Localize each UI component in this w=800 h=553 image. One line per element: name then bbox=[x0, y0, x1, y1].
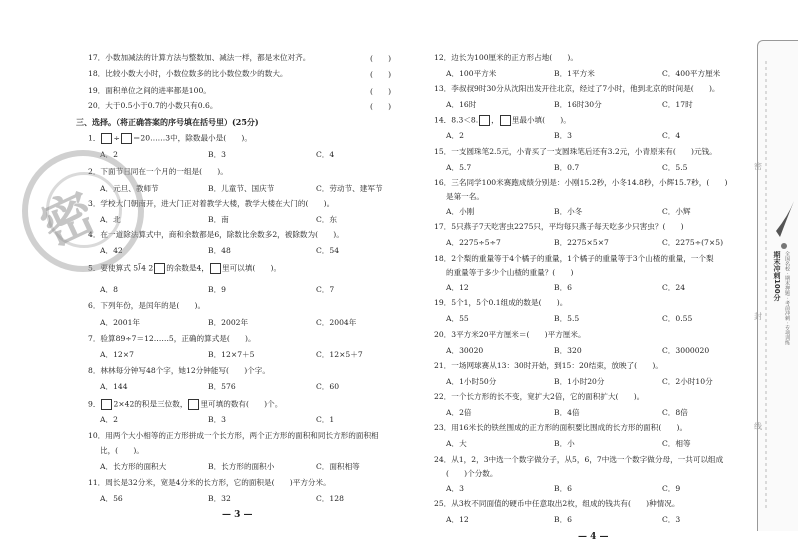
blank-box bbox=[101, 399, 112, 410]
section-title: 三、选择。（将正确答案的序号填在括号里）(25分) bbox=[76, 117, 259, 127]
s20-question: 20．3平方米20平方厘米＝( )平方厘米。 bbox=[434, 330, 586, 339]
blank-box bbox=[210, 263, 221, 274]
s25-question: 25．从3枚不同面值的硬币中任意取出2枚，组成的钱共有( )种情况。 bbox=[434, 499, 680, 508]
answer-paren: ( ) bbox=[370, 70, 392, 79]
s24-question-cont: ( )个分数。 bbox=[446, 469, 498, 478]
s22-question: 22．一个长方形的长不变，宽扩大2倍，它的面积扩大( )。 bbox=[434, 392, 645, 401]
blank-box bbox=[500, 115, 511, 126]
q18: 18．比较小数大小时，小数位数多的比小数位数少的数大。 bbox=[88, 69, 288, 78]
seal-mark-3: 线 bbox=[754, 422, 762, 431]
s4-question: 4．在一道除法算式中，商和余数都是6，除数比余数多2，被除数为( )。 bbox=[88, 230, 344, 239]
s2-question: 2．下面节日同在一个月的一组是( )。 bbox=[88, 167, 228, 176]
q17: 17．小数加减法的计算方法与整数加、减法一样，都是末位对齐。 bbox=[88, 53, 311, 62]
s21-question: 21．一场网球赛从13：30时开始，到15：20结束，放映了( )。 bbox=[434, 361, 663, 370]
blank-box bbox=[479, 115, 490, 126]
s11-question: 11．周长是32分米，宽是4分米的长方形，它的面积是( )平方分米。 bbox=[88, 478, 331, 487]
page-number: — 3 — bbox=[222, 510, 253, 520]
s16-question-cont: 是第一名。 bbox=[446, 192, 484, 201]
s1-question: 1． ÷ ＝20……3中，除数最小是( )。 bbox=[88, 133, 252, 143]
s8-question: 8．林林每分钟写48个字，她12分钟能写( )个字。 bbox=[88, 366, 270, 375]
answer-paren: ( ) bbox=[370, 102, 392, 111]
page-right: 12．边长为100厘米的正方形占地( )。 A．100平方米 B．1平方米 C．400平方厘米 13．李叔叔9时30分从沈阳出发开往北京，经过了7小时，他到北京的时间是( )。 A．16时 B．16时30分 C．17时 14．8.3＜8. ， 里最小填( )。 A．2 B．3 C．4 15．一支圆珠笔2.5元，小青买了一支圆珠笔后还有3.2元，小青原来有( )元钱。 A．5.7 B．0.7 C．5.5 16．三名同学100米赛跑成绩分别是：小刚15.2秒，小冬14.8秒，小辉15.7秒，( ) 是第一名。 A．小刚 B．小冬 C．小辉 17．5只燕子7天吃害虫2275只，平均每只燕子每天吃多少只害虫？( ) A．2275÷5÷7 B．2275×5×7 C．2275÷(7×5) 18．2个梨的重量等于4个橘子的重量，1个橘子的重量等于3个山楂的重量，一个梨 的重量等于多少个山楂的重量？( ) A．12 B．6 C．24 19．5个1，5个0.1组成的数是( )。 A．55 B．5.5 C．0.55 20．3平方米20平方厘米＝( )平方厘米。 A．30020 B．320 C．3000020 21．一场网球赛从13：30时开始，到15：20结束，放映了( )。 A．1小时50分 B．1小时20分 C．2小时10分 22．一个长方形的长不变，宽扩大2倍，它的面积扩大( )。 A．2倍 B．4倍 C．8倍 23．用16米长的铁丝围成的正方形的面积要比围成的长方形的面积( )。 A．大 B．小 C．相等 24．从1，2，3中选一个数字做分子，从5，6，7中选一个数字做分母，一共可以组成 ( )个分数。 A．3 B．6 C．9 25．从3枚不同面值的硬币中任意取出2枚，组成的钱共有( )种情况。 A．12 B．6 C．3 — 4 — bbox=[434, 53, 728, 542]
answer-paren: ( ) bbox=[370, 87, 392, 96]
page-number: — 4 — bbox=[578, 532, 609, 542]
s10-question-cont: 比，( )。 bbox=[100, 446, 144, 455]
blank-box bbox=[188, 399, 199, 410]
blank-box bbox=[101, 133, 112, 144]
s10-question: 10．用两个大小相等的正方形拼成一个长方形，两个正方形的面积和同长方形的面积相 bbox=[88, 431, 379, 440]
s19-question: 19．5个1，5个0.1组成的数是( )。 bbox=[434, 298, 568, 307]
logo-dot-icon bbox=[781, 243, 787, 249]
s13-question: 13．李叔叔9时30分从沈阳出发开往北京，经过了7小时，他到北京的时间是( )。 bbox=[434, 84, 720, 93]
blank-box bbox=[154, 263, 165, 274]
s18-question: 18．2个梨的重量等于4个橘子的重量，1个橘子的重量等于3个山楂的重量，一个梨 bbox=[434, 254, 714, 263]
s9-question: 9． 2×42的积是三位数， 里可填的数有( )个。 bbox=[88, 399, 283, 409]
s15-question: 15．一支圆珠笔2.5元，小青买了一支圆珠笔后还有3.2元，小青原来有( )元钱。 bbox=[434, 147, 717, 156]
s23-question: 23．用16米长的铁丝围成的正方形的面积要比围成的长方形的面积( )。 bbox=[434, 423, 688, 432]
seal-mark-2: 封 bbox=[754, 312, 762, 321]
s14-question: 14．8.3＜8. ， 里最小填( )。 bbox=[434, 115, 571, 125]
q20: 20．大于0.5小于0.7的小数只有0.6。 bbox=[88, 101, 218, 110]
s18-question-cont: 的重量等于多少个山楂的重量？( ) bbox=[446, 268, 574, 277]
s12-question: 12．边长为100厘米的正方形占地( )。 bbox=[434, 53, 578, 62]
s16-question: 16．三名同学100米赛跑成绩分别是：小刚15.2秒，小冬14.8秒，小辉15.7秒，( ) bbox=[434, 178, 728, 187]
blank-box bbox=[121, 133, 132, 144]
logo-swoosh-icon bbox=[776, 201, 794, 237]
s17-question: 17．5只燕子7天吃害虫2275只，平均每只燕子每天吃多少只害虫？( ) bbox=[434, 222, 684, 231]
q19: 19．面积单位之间的进率都是100。 bbox=[88, 86, 211, 95]
stamp-text: 密 bbox=[32, 182, 105, 259]
binding-spine bbox=[754, 40, 798, 531]
s3-question: 3．学校大门朝南开，进大门正对着教学大楼，教学大楼在大门的( )。 bbox=[88, 199, 335, 208]
brand-title: 期末冲刺100分 bbox=[773, 251, 781, 301]
s7-question: 7．验算89÷7＝12……5，正确的算式是( )。 bbox=[88, 334, 256, 343]
s24-question: 24．从1，2，3中选一个数字做分子，从5，6，7中选一个数字做分母，一共可以组成 bbox=[434, 455, 724, 464]
answer-paren: ( ) bbox=[370, 54, 392, 63]
s6-question: 6．下列年份，是闰年的是( )。 bbox=[88, 301, 206, 310]
s5-question: 5．要使算式 5⟌4 2 的余数是4， 里可以填( )。 bbox=[88, 263, 282, 273]
seal-mark-1: 密 bbox=[754, 162, 762, 171]
page-left: 17．小数加减法的计算方法与整数加、减法一样，都是末位对齐。 ( ) 18．比较小数大小时，小数位数多的比小数位数少的数大。 ( ) 19．面积单位之间的进率都是100。 ( ) 20．大于0.5小于0.7的小数只有0.6。 ( ) 三、选择。（将正确答案的序号填在括号里）(25分) 1． ÷ ＝20……3中，除数最小是( )。 A．2 B．3 C．4 2．下面节日同在一个月的一组是( )。 A．元旦、教师节 B．儿童节、国庆节 C．劳动节、建军节 3．学校大门朝南开，进大门正对着教学大楼，教学大楼在大门的( )。 A．北 B．南 C．东 4．在一道除法算式中，商和余数都是6，除数比余数多2，被除数为( )。 A．42 B．48 C．54 5．要使算式 5⟌4 2 的余数是4， 里可以填( )。 A．8 B．9 C．7 6．下列年份，是闰年的是( )。 A．2001年 B．2002年 C．2004年 7．验算89÷7＝12……5，正确的算式是( )。 A．12×7 B．12×7＋5 C．12×5＋7 8．林林每分钟写48个字，她12分钟能写( )个字。 A．144 B．576 C．60 9． 2×42的积是三位数， 里可填的数有( )个。 A．2 B．3 C．1 10．用两个大小相等的正方形拼成一个长方形，两个正方形的面积和同长方形的面积相 比，( )。 A．长方形的面积大 B．长方形的面积小 C．面积相等 11．周长是32分米，宽是4分米的长方形，它的面积是( )平方分米。 A．56 B．32 C．128 — 3 — bbox=[76, 53, 392, 520]
brand-slogan: 全国名校 · 期末押题 · 考前冲刺 · 专项训练 bbox=[784, 251, 790, 346]
